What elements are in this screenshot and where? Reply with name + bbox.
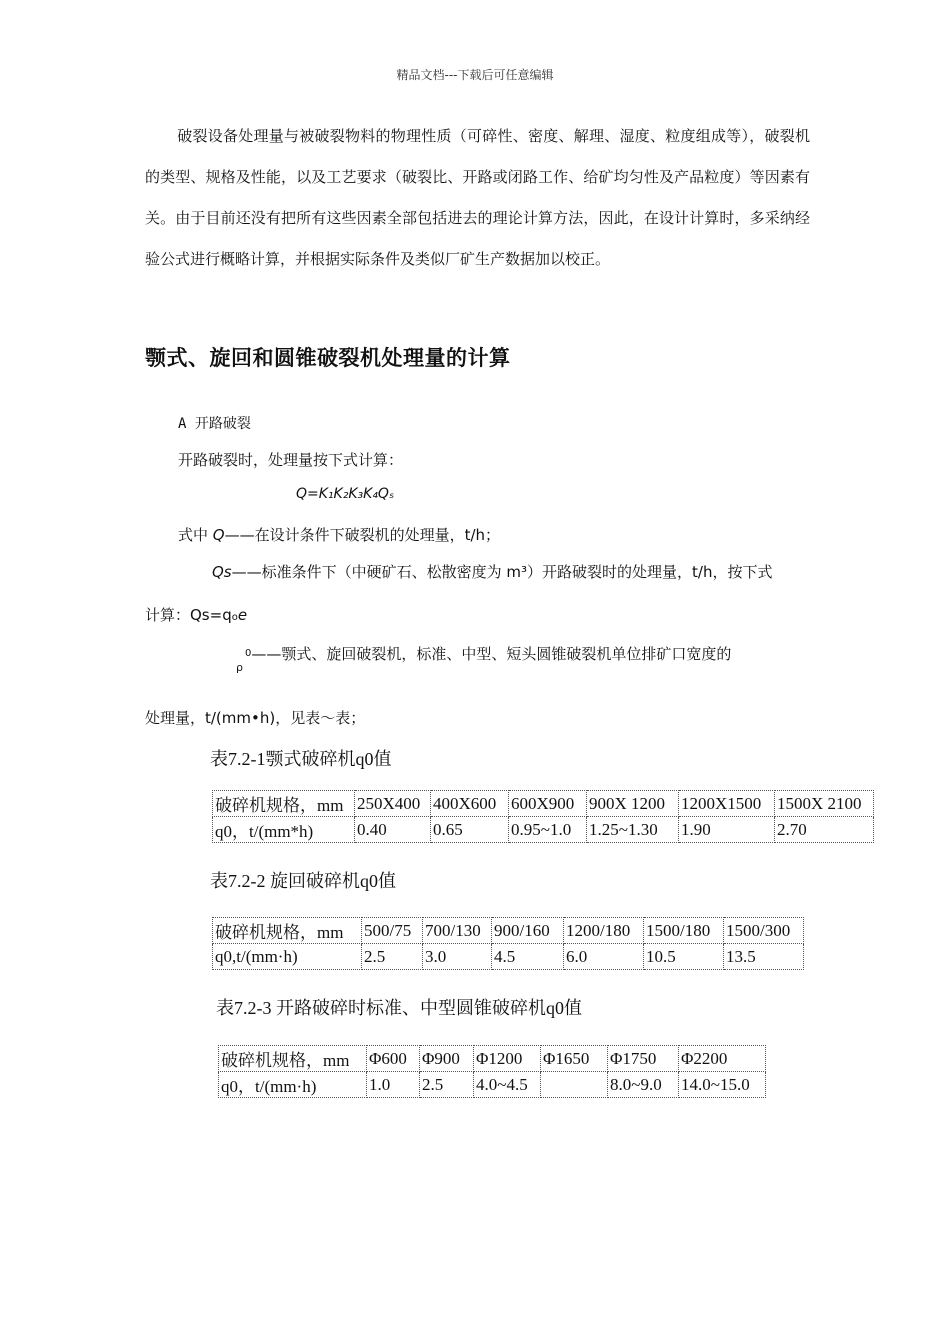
- definition-q0-continuation: 处理量，t/(mm•h)，见表～表；: [145, 709, 366, 727]
- table-cell: q0，t/(mm·h): [219, 1072, 367, 1098]
- definition-q0: [236, 643, 732, 674]
- page-header: 精品文档---下载后可任意编辑: [396, 68, 554, 82]
- table-cell: 1.0: [367, 1072, 420, 1098]
- table-cell: 2.70: [775, 817, 874, 843]
- table-cell: 2.5: [420, 1072, 474, 1098]
- table2-caption: 表7.2-2 旋回破碎机q0值: [210, 871, 396, 891]
- calc-text: 计算：Qs=q: [145, 606, 232, 624]
- definition-q-prefix: 式中: [178, 526, 213, 544]
- table-cell: 1500/300: [724, 918, 804, 944]
- table-cell: 8.0~9.0: [608, 1072, 679, 1098]
- intro-text: 破裂设备处理量与被破裂物料的物理性质（可碎性、密度、解理、湿度、粒度组成等），破裂机的类型、规格及性能，以及工艺要求（破裂比、开路或闭路工作、给矿均匀性及产品粒度）等因素有关。由于目前还没有把所有这些因素全部包括进去的理论计算方法，因此，在设计计算时，多采纳经验公式进行概略计算，并根据实际条件及类似厂矿生产数据加以校正。: [145, 127, 810, 268]
- rho-superscript: 0: [244, 648, 252, 659]
- table-cell: Φ1750: [608, 1046, 679, 1072]
- table1-caption: 表7.2-1颚式破碎机q0值: [210, 749, 392, 769]
- table-cell: q0,t/(mm·h): [213, 944, 362, 970]
- table-cell: [541, 1072, 608, 1098]
- table-cell: 10.5: [644, 944, 724, 970]
- formula: Q=K₁K₂K₃K₄Qₛ: [296, 486, 395, 502]
- table-cell: 1.90: [679, 817, 775, 843]
- table1-header-row: [213, 791, 874, 817]
- table-cell: q0，t/(mm*h): [213, 817, 355, 843]
- table3-header-row: [219, 1046, 766, 1072]
- table-cell: 6.0: [564, 944, 644, 970]
- definition-qs-text: ——标准条件下（中硬矿石、松散密度为 m³）开路破裂时的处理量，t/h，按下式: [231, 563, 773, 581]
- table-cell: 1200/180: [564, 918, 644, 944]
- table1-value-row: [213, 817, 874, 843]
- table-cell: 1200X1500: [679, 791, 775, 817]
- table-cell: 4.0~4.5: [474, 1072, 541, 1098]
- table3: [218, 1045, 766, 1098]
- table-cell: Φ1200: [474, 1046, 541, 1072]
- symbol-qs: Qs: [212, 563, 232, 581]
- table-cell: 4.5: [492, 944, 564, 970]
- table-cell: 破碎机规格，mm: [213, 918, 362, 944]
- table2: [212, 917, 804, 970]
- table-cell: 破碎机规格，mm: [213, 791, 355, 817]
- definition-q-text: ——在设计条件下破裂机的处理量，t/h；: [224, 526, 501, 544]
- rho-symbol: ρ: [236, 661, 243, 674]
- calc-formula: [145, 604, 247, 625]
- table1: [212, 790, 874, 843]
- table2-header-row: [213, 918, 804, 944]
- table-cell: 14.0~15.0: [679, 1072, 766, 1098]
- table-cell: Φ1650: [541, 1046, 608, 1072]
- calc-sub: o: [231, 612, 238, 623]
- table-cell: 700/130: [423, 918, 492, 944]
- table-cell: 250X400: [355, 791, 431, 817]
- table-cell: 500/75: [362, 918, 423, 944]
- section-heading: 颚式、旋回和圆锥破裂机处理量的计算: [145, 346, 511, 370]
- table-cell: 400X600: [431, 791, 509, 817]
- table-cell: 1.25~1.30: [587, 817, 679, 843]
- calc-symbol: e: [237, 606, 248, 624]
- table-cell: Φ900: [420, 1046, 474, 1072]
- symbol-q: Q: [212, 526, 225, 544]
- table-cell: 0.95~1.0: [509, 817, 587, 843]
- table-cell: 1500X 2100: [775, 791, 874, 817]
- definition-q0-text: ——颚式、旋回破裂机，标准、中型、短头圆锥破裂机单位排矿口宽度的: [251, 645, 732, 663]
- table3-caption: 表7.2-3 开路破碎时标准、中型圆锥破碎机q0值: [216, 998, 582, 1018]
- table-cell: 3.0: [423, 944, 492, 970]
- table-cell: 破碎机规格，mm: [219, 1046, 367, 1072]
- table3-value-row: [219, 1072, 766, 1098]
- definition-q: [178, 524, 500, 545]
- table-cell: Φ2200: [679, 1046, 766, 1072]
- table-cell: 0.40: [355, 817, 431, 843]
- table-cell: 600X900: [509, 791, 587, 817]
- formula-intro: 开路破裂时，处理量按下式计算：: [178, 451, 404, 469]
- subsection-a: A 开路破裂: [178, 416, 251, 432]
- table-cell: 900X 1200: [587, 791, 679, 817]
- table-cell: 13.5: [724, 944, 804, 970]
- table-cell: 2.5: [362, 944, 423, 970]
- intro-paragraph: [145, 116, 810, 280]
- table-cell: 900/160: [492, 918, 564, 944]
- definition-qs: [212, 561, 772, 582]
- table-cell: Φ600: [367, 1046, 420, 1072]
- table2-value-row: [213, 944, 804, 970]
- table-cell: 0.65: [431, 817, 509, 843]
- table-cell: 1500/180: [644, 918, 724, 944]
